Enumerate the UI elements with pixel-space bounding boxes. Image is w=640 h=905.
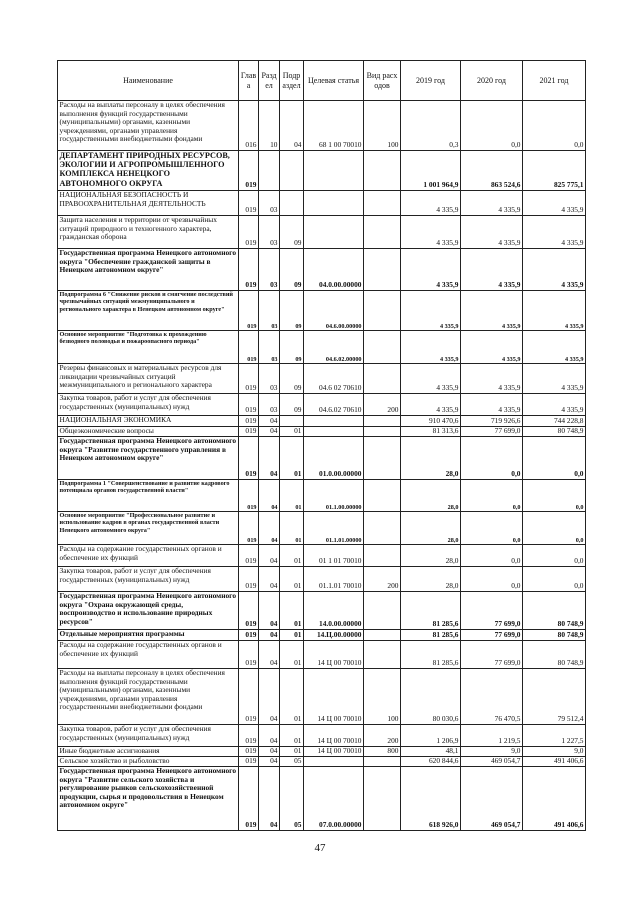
row-chapter: 019 (239, 437, 259, 480)
row-chapter: 019 (239, 416, 259, 427)
row-2020: 0,0 (461, 101, 523, 151)
row-target: 04.6.02.00000 (304, 331, 364, 364)
table-row (58, 291, 586, 331)
row-section: 04 (259, 545, 280, 567)
row-type (364, 480, 401, 512)
row-name: Государственная программа Ненецкого автономного округа "Развитие государственного управления в Ненецком автономном округе" (58, 437, 239, 480)
row-name: Расходы на содержание государственных органов и обеспечение их функций (58, 641, 239, 669)
row-type (364, 427, 401, 437)
table-row (58, 191, 586, 216)
row-name: Общеэкономические вопросы (58, 427, 239, 437)
row-target: 01.1.00.00000 (304, 480, 364, 512)
row-2021: 491 406,6 (523, 757, 586, 767)
table-row (58, 216, 586, 249)
row-2020: 4 335,9 (461, 331, 523, 364)
row-target (304, 416, 364, 427)
row-chapter: 019 (239, 480, 259, 512)
row-2020: 469 054,7 (461, 757, 523, 767)
row-2021: 4 335,9 (523, 331, 586, 364)
row-name: Государственная программа Ненецкого автономного округа "Обеспечение гражданской защиты в Ненецком автономном округе" (58, 249, 239, 291)
table-row (58, 151, 586, 191)
table-row (58, 331, 586, 364)
row-2019: 28,0 (401, 480, 461, 512)
row-2019: 618 926,0 (401, 767, 461, 831)
row-name: Расходы на выплаты персоналу в целях обеспечения выполнения функций государственными (муниципальными) органами, казенными учреждениями, органами управления государственными внебюджетными фондами (58, 101, 239, 151)
row-section: 04 (259, 567, 280, 592)
row-2021: 4 335,9 (523, 394, 586, 416)
row-2020: 0,0 (461, 545, 523, 567)
row-type (364, 512, 401, 545)
row-subsection: 01 (280, 641, 304, 669)
row-chapter: 019 (239, 592, 259, 630)
row-type: 800 (364, 747, 401, 757)
row-type (364, 437, 401, 480)
header-chapter: Глава (239, 61, 259, 101)
row-2019: 910 470,6 (401, 416, 461, 427)
row-subsection: 09 (280, 394, 304, 416)
row-subsection: 01 (280, 592, 304, 630)
row-2019: 0,3 (401, 101, 461, 151)
row-type (364, 630, 401, 641)
row-target: 01.1.01.00000 (304, 512, 364, 545)
row-subsection: 01 (280, 567, 304, 592)
row-2021: 0,0 (523, 480, 586, 512)
row-2019: 4 335,9 (401, 331, 461, 364)
row-section: 03 (259, 364, 280, 394)
row-section: 03 (259, 331, 280, 364)
row-section: 04 (259, 480, 280, 512)
table-row (58, 416, 586, 427)
row-section: 10 (259, 101, 280, 151)
header-type: Вид расходов (364, 61, 401, 101)
row-name: Сельское хозяйство и рыболовство (58, 757, 239, 767)
row-section: 04 (259, 437, 280, 480)
row-name: НАЦИОНАЛЬНАЯ ЭКОНОМИКА (58, 416, 239, 427)
row-chapter: 019 (239, 725, 259, 747)
row-subsection: 01 (280, 437, 304, 480)
row-target: 14 Ц 00 70010 (304, 725, 364, 747)
table-row (58, 669, 586, 725)
row-2019: 48,1 (401, 747, 461, 757)
row-target: 04.0.00.00000 (304, 249, 364, 291)
row-name: Закупка товаров, работ и услуг для обеспечения государственных (муниципальных) нужд (58, 567, 239, 592)
row-2020: 4 335,9 (461, 216, 523, 249)
row-target (304, 427, 364, 437)
row-chapter: 019 (239, 512, 259, 545)
row-name: Резервы финансовых и материальных ресурсов для ликвидации чрезвычайных ситуаций межмуниципального и регионального характера (58, 364, 239, 394)
row-name: Расходы на содержание государственных органов и обеспечение их функций (58, 545, 239, 567)
row-section: 04 (259, 725, 280, 747)
row-type (364, 191, 401, 216)
row-2020: 76 470,5 (461, 669, 523, 725)
row-section: 04 (259, 592, 280, 630)
row-chapter: 019 (239, 669, 259, 725)
row-2021: 9,0 (523, 747, 586, 757)
row-name: Государственная программа Ненецкого автономного округа "Развитие сельского хозяйства и регулирование рынков сельскохозяйственной продукции, сырья и продовольствия в Ненецком автономном округе" (58, 767, 239, 831)
row-2020: 77 699,0 (461, 427, 523, 437)
row-2019: 81 285,6 (401, 641, 461, 669)
row-name: Закупка товаров, работ и услуг для обеспечения государственных (муниципальных) нужд (58, 725, 239, 747)
row-subsection: 09 (280, 291, 304, 331)
row-target: 04.6.02 70610 (304, 394, 364, 416)
row-section: 03 (259, 191, 280, 216)
row-chapter: 019 (239, 767, 259, 831)
row-type (364, 545, 401, 567)
row-chapter: 019 (239, 191, 259, 216)
row-chapter: 019 (239, 747, 259, 757)
row-target (304, 191, 364, 216)
table-row (58, 725, 586, 747)
row-2020: 1 219,5 (461, 725, 523, 747)
row-target: 01.0.00.00000 (304, 437, 364, 480)
header-2021: 2021 год (523, 61, 586, 101)
row-target: 01 1 01 70010 (304, 545, 364, 567)
row-target (304, 757, 364, 767)
row-2019: 81 285,6 (401, 592, 461, 630)
row-2020: 0,0 (461, 567, 523, 592)
header-target: Целевая статья (304, 61, 364, 101)
row-chapter: 016 (239, 101, 259, 151)
row-2019: 4 335,9 (401, 291, 461, 331)
row-type: 100 (364, 101, 401, 151)
row-section: 03 (259, 291, 280, 331)
row-subsection (280, 191, 304, 216)
table-row (58, 567, 586, 592)
table-row (58, 364, 586, 394)
row-chapter: 019 (239, 331, 259, 364)
row-type: 200 (364, 725, 401, 747)
row-target (304, 151, 364, 191)
row-type (364, 641, 401, 669)
row-2021: 0,0 (523, 101, 586, 151)
header-section: Раздел (259, 61, 280, 101)
row-2021: 744 228,8 (523, 416, 586, 427)
row-target: 04.6.00.00000 (304, 291, 364, 331)
table-row (58, 394, 586, 416)
row-chapter: 019 (239, 291, 259, 331)
row-2021: 4 335,9 (523, 364, 586, 394)
row-2021: 4 335,9 (523, 191, 586, 216)
row-subsection: 05 (280, 767, 304, 831)
row-subsection (280, 416, 304, 427)
row-chapter: 019 (239, 545, 259, 567)
row-name: Отдельные мероприятия программы (58, 630, 239, 641)
row-name: Закупка товаров, работ и услуг для обеспечения государственных (муниципальных) нужд (58, 394, 239, 416)
row-section: 03 (259, 394, 280, 416)
row-2020: 4 335,9 (461, 394, 523, 416)
row-section: 04 (259, 669, 280, 725)
row-name: ДЕПАРТАМЕНТ ПРИРОДНЫХ РЕСУРСОВ, ЭКОЛОГИИ И АГРОПРОМЫШЛЕННОГО КОМПЛЕКСА НЕНЕЦКОГО АВТОНОМНОГО ОКРУГА (58, 151, 239, 191)
row-type: 100 (364, 669, 401, 725)
row-subsection (280, 151, 304, 191)
row-2019: 4 335,9 (401, 216, 461, 249)
row-type (364, 216, 401, 249)
row-name: НАЦИОНАЛЬНАЯ БЕЗОПАСНОСТЬ И ПРАВООХРАНИТЕЛЬНАЯ ДЕЯТЕЛЬНОСТЬ (58, 191, 239, 216)
row-2021: 0,0 (523, 437, 586, 480)
row-subsection: 09 (280, 216, 304, 249)
table-row (58, 630, 586, 641)
row-chapter: 019 (239, 216, 259, 249)
row-type (364, 592, 401, 630)
header-name: Наименование (58, 61, 239, 101)
row-2019: 80 030,6 (401, 669, 461, 725)
row-name: Основное мероприятие "Профессиональное развитие и использование кадров в органах государственной власти Ненецкого автономного округа" (58, 512, 239, 545)
row-type (364, 331, 401, 364)
row-type (364, 249, 401, 291)
row-2020: 719 926,6 (461, 416, 523, 427)
row-name: Подпрограмма 6 "Снижение рисков и смягчение последствий чрезвычайных ситуаций межмуниципального и регионального характера в Ненецком автономном округе" (58, 291, 239, 331)
table-row (58, 427, 586, 437)
row-chapter: 019 (239, 151, 259, 191)
row-type (364, 416, 401, 427)
row-2019: 28,0 (401, 545, 461, 567)
row-target: 04.6 02 70610 (304, 364, 364, 394)
row-section: 04 (259, 512, 280, 545)
row-target: 14 Ц 00 70010 (304, 669, 364, 725)
row-2020: 9,0 (461, 747, 523, 757)
row-2020: 4 335,9 (461, 364, 523, 394)
row-section: 04 (259, 767, 280, 831)
row-section: 04 (259, 747, 280, 757)
row-2020: 77 699,0 (461, 630, 523, 641)
row-2019: 4 335,9 (401, 394, 461, 416)
row-section: 04 (259, 427, 280, 437)
table-header-row (58, 61, 586, 101)
row-type (364, 151, 401, 191)
row-subsection: 01 (280, 427, 304, 437)
row-2019: 1 206,9 (401, 725, 461, 747)
row-2021: 0,0 (523, 512, 586, 545)
row-subsection: 01 (280, 480, 304, 512)
table-row (58, 767, 586, 831)
page-number: 47 (314, 842, 326, 854)
table-row (58, 437, 586, 480)
row-chapter: 019 (239, 249, 259, 291)
row-2021: 80 748,9 (523, 641, 586, 669)
row-2019: 1 001 964,9 (401, 151, 461, 191)
row-chapter: 019 (239, 394, 259, 416)
row-section: 03 (259, 216, 280, 249)
row-target: 01.1.01 70010 (304, 567, 364, 592)
row-2020: 77 699,0 (461, 592, 523, 630)
row-2019: 81 313,6 (401, 427, 461, 437)
row-2020: 4 335,9 (461, 291, 523, 331)
row-target: 07.0.00.00000 (304, 767, 364, 831)
budget-table (57, 60, 586, 831)
row-2021: 491 406,6 (523, 767, 586, 831)
row-2019: 4 335,9 (401, 364, 461, 394)
row-2019: 81 285,6 (401, 630, 461, 641)
row-type (364, 364, 401, 394)
row-type: 200 (364, 394, 401, 416)
row-target: 68 1 00 70010 (304, 101, 364, 151)
header-2020: 2020 год (461, 61, 523, 101)
row-subsection: 01 (280, 669, 304, 725)
row-2021: 4 335,9 (523, 291, 586, 331)
row-section (259, 151, 280, 191)
header-2019: 2019 год (401, 61, 461, 101)
row-name: Государственная программа Ненецкого автономного округа "Охрана окружающей среды, воспроизводство и использование природных ресурсов" (58, 592, 239, 630)
row-2019: 4 335,9 (401, 249, 461, 291)
row-2020: 0,0 (461, 437, 523, 480)
table-row (58, 512, 586, 545)
table-row (58, 592, 586, 630)
row-2021: 79 512,4 (523, 669, 586, 725)
row-section: 03 (259, 249, 280, 291)
table-row (58, 757, 586, 767)
table-row (58, 101, 586, 151)
row-chapter: 019 (239, 567, 259, 592)
row-name: Подпрограмма 1 "Совершенствование и развитие кадрового потенциала органов государственной власти" (58, 480, 239, 512)
row-2020: 4 335,9 (461, 249, 523, 291)
row-subsection: 01 (280, 747, 304, 757)
row-2021: 0,0 (523, 545, 586, 567)
header-subsection: Подраздел (280, 61, 304, 101)
row-subsection: 09 (280, 364, 304, 394)
row-chapter: 019 (239, 427, 259, 437)
row-2021: 80 748,9 (523, 630, 586, 641)
row-subsection: 01 (280, 725, 304, 747)
row-2019: 4 335,9 (401, 191, 461, 216)
row-section: 04 (259, 757, 280, 767)
row-2019: 28,0 (401, 512, 461, 545)
row-2021: 1 227,5 (523, 725, 586, 747)
row-2020: 0,0 (461, 512, 523, 545)
row-2020: 4 335,9 (461, 191, 523, 216)
row-type (364, 291, 401, 331)
row-type (364, 757, 401, 767)
row-section: 04 (259, 641, 280, 669)
row-target (304, 216, 364, 249)
row-name: Расходы на выплаты персоналу в целях обеспечения выполнения функций государственными (муниципальными) органами, казенными учреждениями, органами управления государственными внебюджетными фондами (58, 669, 239, 725)
row-target: 14.0.00.00000 (304, 592, 364, 630)
table-row (58, 545, 586, 567)
row-type (364, 767, 401, 831)
table-row (58, 480, 586, 512)
row-2021: 4 335,9 (523, 249, 586, 291)
row-name: Иные бюджетные ассигнования (58, 747, 239, 757)
row-target: 14 Ц 00 70010 (304, 641, 364, 669)
row-2021: 80 748,9 (523, 427, 586, 437)
row-2021: 825 775,1 (523, 151, 586, 191)
table-row (58, 747, 586, 757)
row-subsection: 09 (280, 331, 304, 364)
row-subsection: 01 (280, 512, 304, 545)
table-row (58, 641, 586, 669)
row-target: 14 Ц 00 70010 (304, 747, 364, 757)
row-chapter: 019 (239, 630, 259, 641)
row-chapter: 019 (239, 641, 259, 669)
row-subsection: 01 (280, 545, 304, 567)
row-chapter: 019 (239, 757, 259, 767)
row-section: 04 (259, 416, 280, 427)
row-target: 14.Ц.00.00000 (304, 630, 364, 641)
row-subsection: 01 (280, 630, 304, 641)
row-type: 200 (364, 567, 401, 592)
row-name: Основное мероприятие "Подготовка к прохождению безводного половодья и пожароопасного периода" (58, 331, 239, 364)
row-subsection: 05 (280, 757, 304, 767)
row-chapter: 019 (239, 364, 259, 394)
row-2021: 0,0 (523, 567, 586, 592)
row-subsection: 04 (280, 101, 304, 151)
row-2019: 28,0 (401, 567, 461, 592)
row-2020: 469 054,7 (461, 767, 523, 831)
table-row (58, 249, 586, 291)
row-2019: 620 844,6 (401, 757, 461, 767)
row-subsection: 09 (280, 249, 304, 291)
row-2020: 77 699,0 (461, 641, 523, 669)
row-name: Защита населения и территории от чрезвычайных ситуаций природного и техногенного характера, гражданская оборона (58, 216, 239, 249)
row-2021: 4 335,9 (523, 216, 586, 249)
row-section: 04 (259, 630, 280, 641)
row-2020: 863 524,6 (461, 151, 523, 191)
row-2020: 0,0 (461, 480, 523, 512)
row-2021: 80 748,9 (523, 592, 586, 630)
row-2019: 28,0 (401, 437, 461, 480)
